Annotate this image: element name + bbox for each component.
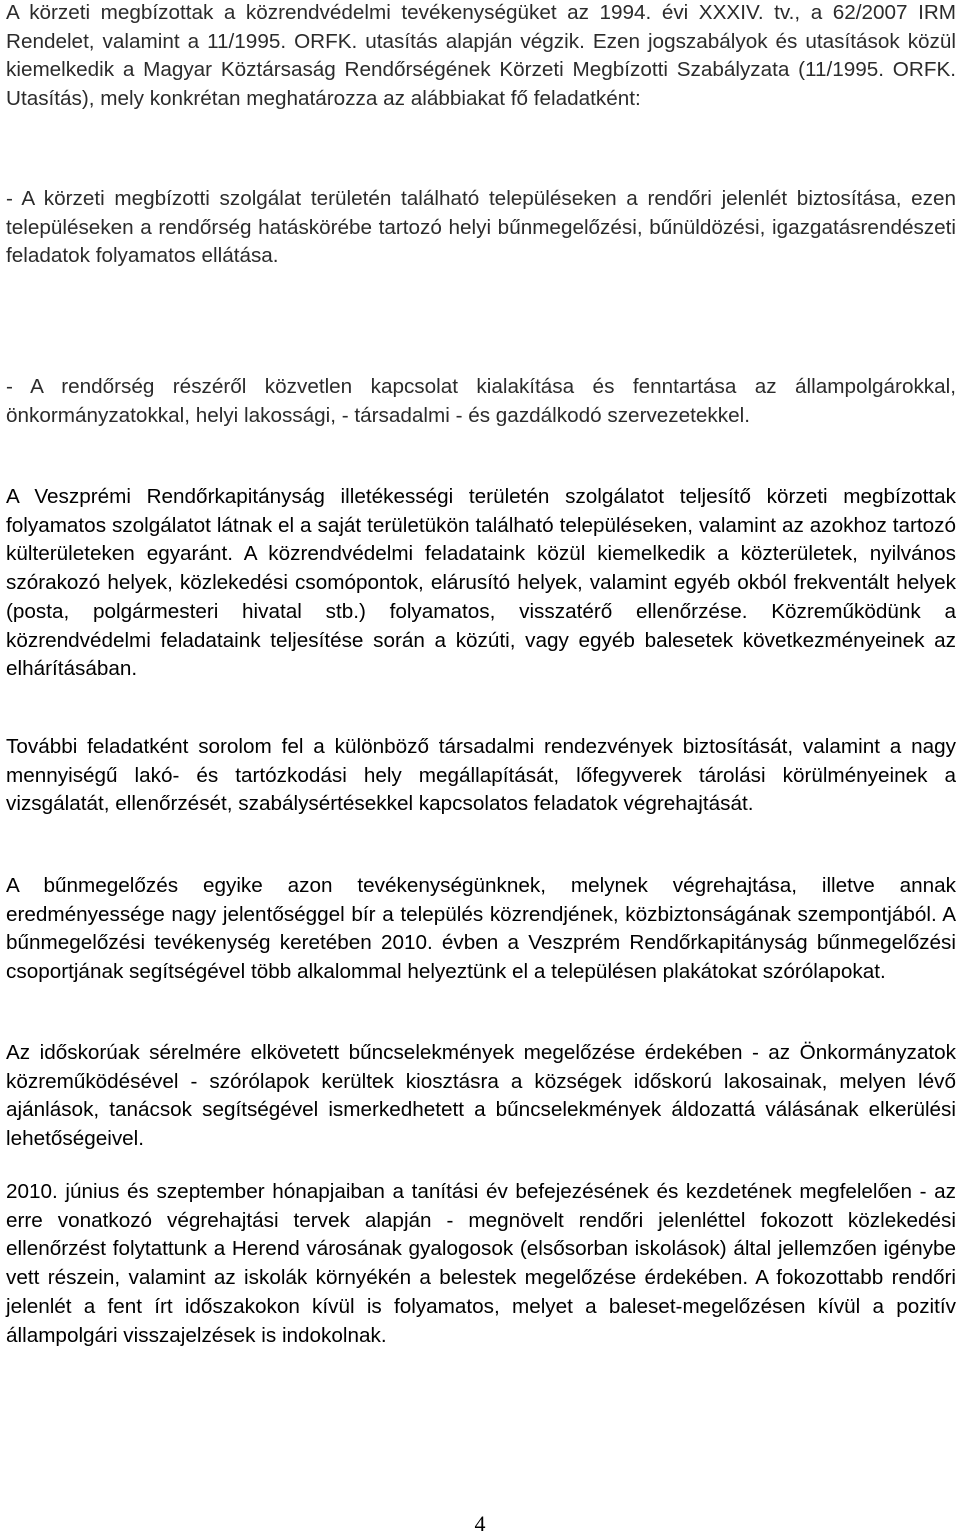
paragraph-legal-basis: A körzeti megbízottak a közrendvédelmi tevékenységüket az 1994. évi XXXIV. tv., a 62/2007 IRM Rendelet, valamint a 11/1995. ORFK. utasítás alapján végzik. Ezen jogszabályok és utasítások közül kiemelkedik a Magyar Köztársaság Rendőrségének Körzeti Megbízotti Szabályzata (11/1995. ORFK. Utasítás), mely konkrétan meghatározza az alábbiakat fő feladatként: — [6, 1, 956, 111]
paragraph-further-tasks: További feladatként sorolom fel a különböző társadalmi rendezvények biztosítását, valamint a nagy mennyiségű lakó- és tartózkodási hely megállapítását, lőfegyverek tárolási körülményeinek a vizsgálatát, ellenőrzését, szabálysértésekkel kapcsolatos feladatok végrehajtását. — [6, 735, 956, 816]
page-number: 4 — [474, 1511, 486, 1536]
paragraph-service-area: A Veszprémi Rendőrkapitányság illetékességi területén szolgálatot teljesítő körzeti megbízottak folyamatos szolgálatot látnak el a saját területükön található településeken, valamint az azokhoz tartozó külterületeken egyaránt. A közrendvédelmi feladataink közül kiemelkedik a közterületek, nyilvános szórakozó helyek, közlekedési csomópontok, elárusító helyek, valamint egyéb okból frekventált helyek (posta, polgármesteri hivatal stb.) folyamatos, visszatérő ellenőrzése. Közreműködünk a közrendvédelmi feladataink teljesítése során a közúti, vagy egyéb balesetek következményeinek az elhárításában. — [6, 485, 956, 681]
paragraph-crime-prevention: A bűnmegelőzés egyike azon tevékenységünknek, melynek végrehajtása, illetve annak eredményessége nagy jelentőséggel bír a település közrendjének, közbiztonságának szempontjából. A bűnmegelőzési tevékenység keretében 2010. évben a Veszprém Rendőrkapitányság bűnmegelőzési csoportjának segítségével több alkalommal helyeztünk el a településen plakátokat szórólapokat. — [6, 874, 956, 984]
paragraph-task-contact: - A rendőrség részéről közvetlen kapcsolat kialakítása és fenntartása az állampolgárokkal, önkormányzatokkal, helyi lakossági, - társadalmi - és gazdálkodó szervezetekkel. — [6, 375, 956, 427]
paragraph-elderly-protection: Az időskorúak sérelmére elkövetett bűncselekmények megelőzése érdekében - az Önkormányzatok közreműködésével - szórólapok kerültek kiosztásra a községek időskorú lakosainak, melyen lévő ajánlások, tanácsok segítségével ismerkedhetett a bűncselekmények áldozattá válásának elkerülési lehetőségeivel. — [6, 1041, 956, 1151]
paragraph-school-traffic: 2010. június és szeptember hónapjaiban a tanítási év befejezésének és kezdetének megfelelően - az erre vonatkozó végrehajtási tervek alapján - megnövelt rendőri jelenléttel fokozott közlekedési ellenőrzést folytattunk a Herend városának gyalogosok (elsősorban iskolások) által jellemzően igénybe vett részein, valamint az iskolák környékén a belestek megelőzése érdekében. A fokozottabb rendőri jelenlét a fent írt időszakokon kívül is folyamatos, melyet a baleset-megelőzésen kívül a pozitív állampolgári visszajelzések is indokolnak. — [6, 1180, 956, 1347]
paragraph-task-presence: - A körzeti megbízotti szolgálat területén található településeken a rendőri jelenlét biztosítása, ezen településeken a rendőrség hatáskörébe tartozó helyi bűnmegelőzési, bűnüldözési, igazgatásrendészeti feladatok folyamatos ellátása. — [6, 187, 956, 268]
